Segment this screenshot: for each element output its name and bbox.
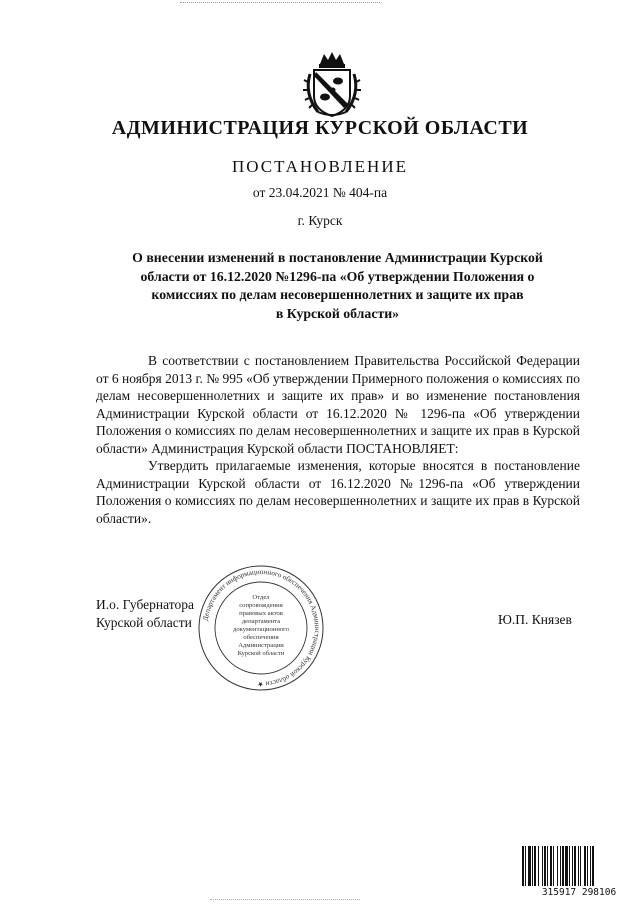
barcode-bar <box>553 846 554 886</box>
barcode-bar <box>550 846 552 886</box>
body-paragraph: В соответствии с постановлением Правительства Российской Федерации от 6 ноября 2013 г. № 995 «Об утверждении Примерного положения о комиссиях по делам несовершеннолетних и защите их прав» и во изменение постановления Администрации Курской области от 16.12.2020 № 1296-па «Об утверждении Положения о комиссиях по делам несовершеннолетних и защите их прав в Курской области» Администрация Курской области ПОСТАНОВЛЯЕТ: <box>96 353 580 456</box>
signatory-position-line: Курской области <box>96 615 192 630</box>
svg-text:Департамент информационного об: Департамент информационного обеспечения Администрации Курской области ★ <box>201 567 322 689</box>
signatory-position <box>96 596 194 632</box>
body-paragraph: Утвердить прилагаемые изменения, которые вносятся в постановление Администрации Курской области от 16.12.2020 №1296-па «Об утверждении Положения о комиссиях по делам несовершеннолетних и защите их прав в Курской области». <box>96 458 580 526</box>
document-subject <box>100 249 575 323</box>
barcode-bar <box>572 846 573 886</box>
barcode-bar <box>525 846 526 886</box>
document-type: ПОСТАНОВЛЕНИЕ <box>231 157 408 176</box>
barcode-bar <box>578 846 579 886</box>
svg-text:Отдел: Отдел <box>252 594 270 601</box>
signatory-position-line: И.о. Губернатора <box>96 597 195 612</box>
barcode-bar <box>587 846 588 886</box>
barcode-bar <box>584 846 586 886</box>
org-title: АДМИНИСТРАЦИЯ КУРСКОЙ ОБЛАСТИ <box>111 117 529 139</box>
barcode-bar <box>544 846 546 886</box>
barcode-bar <box>569 846 570 886</box>
barcode-bar <box>528 846 531 886</box>
svg-text:Курской области: Курской области <box>237 650 285 657</box>
svg-text:документационного: документационного <box>232 626 290 633</box>
barcode-number: 315917 298106 <box>520 887 638 898</box>
kursk-coat-of-arms-icon <box>302 50 362 120</box>
subject-line: в Курской области» <box>275 305 400 321</box>
barcode-bar <box>565 846 568 886</box>
barcode-bar <box>547 846 548 886</box>
barcode-bar <box>522 846 524 886</box>
signatory-name: Ю.П. Князев <box>498 612 572 627</box>
svg-text:обеспечения: обеспечения <box>243 634 279 641</box>
subject-line: области от 16.12.2020 №1296-па «Об утверждении Положения о <box>140 268 535 284</box>
document-city: г. Курск <box>297 213 343 228</box>
barcode-bar <box>557 846 558 886</box>
barcode-bar <box>562 846 564 886</box>
document-body <box>96 352 580 527</box>
svg-text:Администрации: Администрации <box>238 642 284 649</box>
barcode-bar <box>560 846 561 886</box>
barcode-bar <box>580 846 581 886</box>
svg-text:департамента: департамента <box>241 618 281 625</box>
subject-line: О внесении изменений в постановление Администрации Курской <box>132 250 543 265</box>
barcode-bar <box>590 846 591 886</box>
document-barcode <box>520 846 638 898</box>
scan-edge-mark <box>210 899 360 902</box>
barcode-bar <box>592 846 594 886</box>
barcode-bars <box>520 846 638 886</box>
svg-text:сопровождения: сопровождения <box>239 602 283 609</box>
subject-line: комиссиях по делам несовершеннолетних и защите их прав <box>151 287 524 302</box>
document-date-number: от 23.04.2021 № 404-па <box>252 185 388 200</box>
barcode-bar <box>574 846 576 886</box>
department-stamp <box>196 563 326 693</box>
scan-edge-mark <box>180 2 380 6</box>
barcode-bar <box>542 846 543 886</box>
barcode-bar <box>538 846 539 886</box>
barcode-bar <box>534 846 536 886</box>
svg-text:правовых актов: правовых актов <box>239 610 283 617</box>
barcode-bar <box>532 846 533 886</box>
